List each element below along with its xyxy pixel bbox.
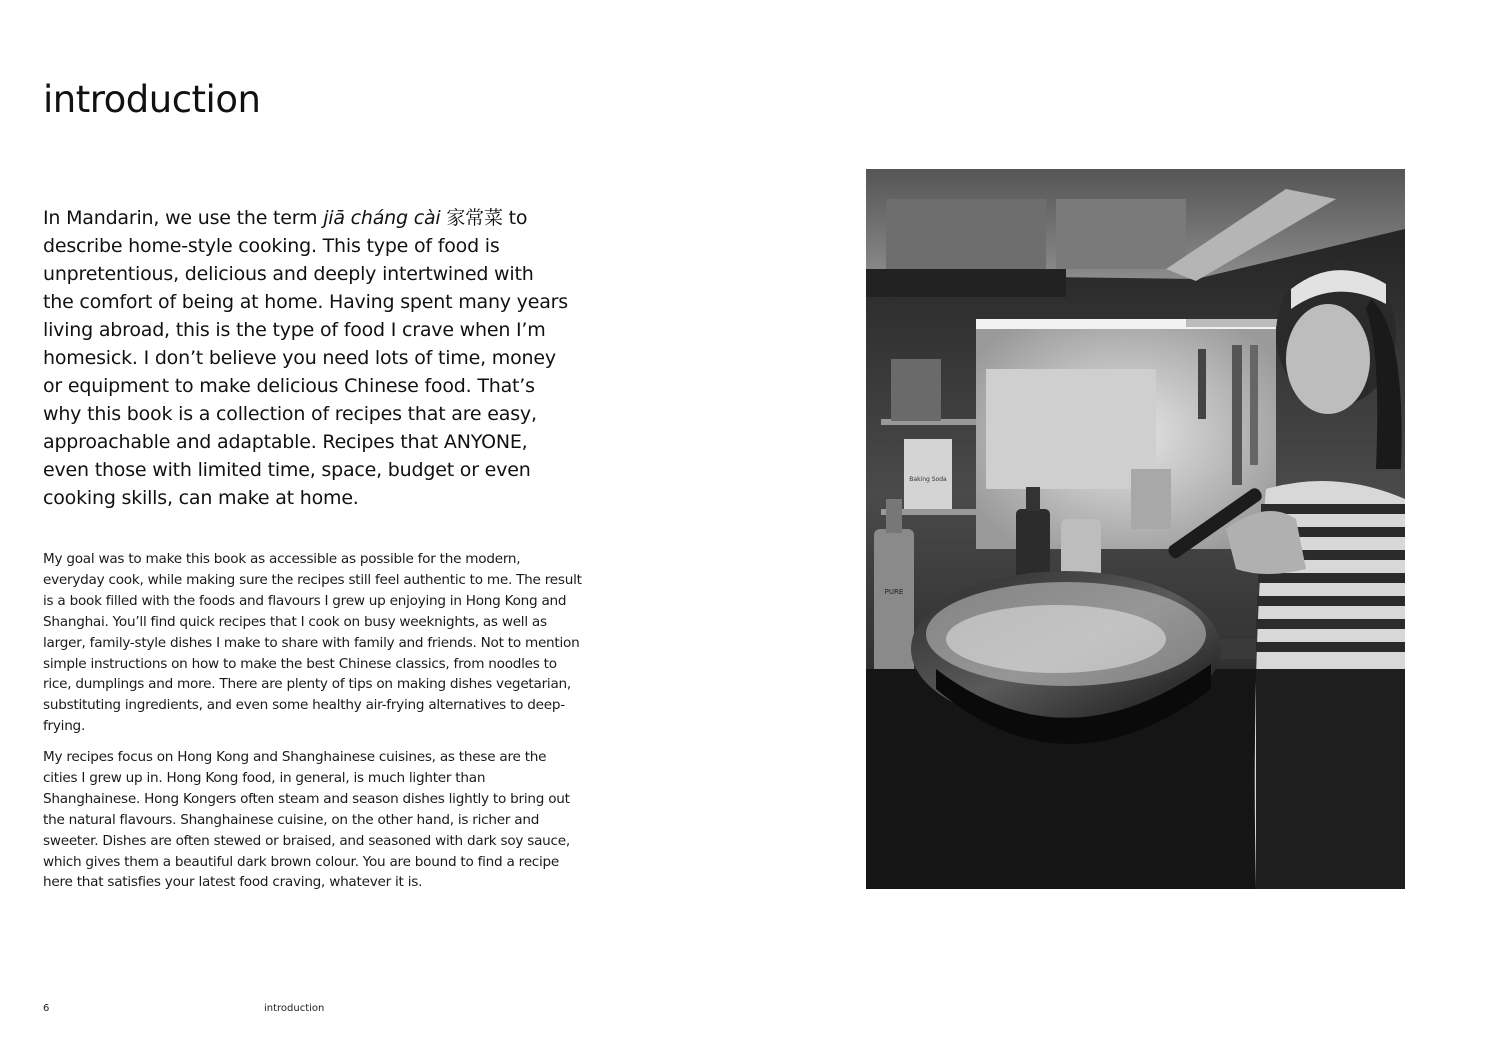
lead-paragraph: [43, 204, 568, 512]
running-title: introduction: [264, 1003, 325, 1014]
page-number: 6: [43, 1003, 50, 1014]
lead-text-start: In Mandarin, we use the term: [43, 207, 324, 229]
jar-label: Baking Soda: [909, 476, 947, 483]
bottle-label: PURE: [884, 588, 904, 596]
body-paragraph-2: My recipes focus on Hong Kong and Shanghainese cuisines, as these are the cities I grew up in. Hong Kong food, in general, is much lighter than Shanghainese. Hong Kongers often steam and season dishes lightly to bring out the natural flavours. Shanghainese cuisine, on the other hand, is richer and sweeter. Dishes are often stewed or braised, and seasoned with dark soy sauce, which gives them a beautiful dark brown colour. You are bound to find a recipe here that satisfies your latest food craving, whatever it is.: [43, 749, 570, 891]
lead-text-rest: to describe home-style cooking. This type of food is unpretentious, delicious and deeply intertwined with the comfort of being at home. Having spent many years living abroad, this is the type of food I crave when I’m homesick. I don’t believe you need lots of time, money or equipment to make delicious Chinese food. That’s why this book is a collection of recipes that are easy, approachable and adaptable. Recipes that ANYONE, even those with limited time, space, budget or even cooking skills, can make at home.: [43, 207, 568, 509]
body-paragraph-1: My goal was to make this book as accessible as possible for the modern, everyday cook, while making sure the recipes still feel authentic to me. The result is a book filled with the foods and flavours I grew up enjoying in Hong Kong and Shanghai. You’ll find quick recipes that I cook on busy weeknights, as well as larger, family-style dishes I make to share with family and friends. Not to mention simple instructions on how to make the best Chinese classics, from noodles to rice, dumplings and more. There are plenty of tips on making dishes vegetarian, substituting ingredients, and even some healthy air-frying alternatives to deep-frying.: [43, 551, 582, 735]
lead-chinese-term: 家常菜: [440, 207, 503, 229]
page-title: introduction: [43, 78, 261, 121]
cooking-photo-icon: [866, 169, 1405, 889]
lead-pinyin-term: jiā cháng cài: [323, 207, 441, 229]
cooking-photo: [866, 169, 1405, 889]
